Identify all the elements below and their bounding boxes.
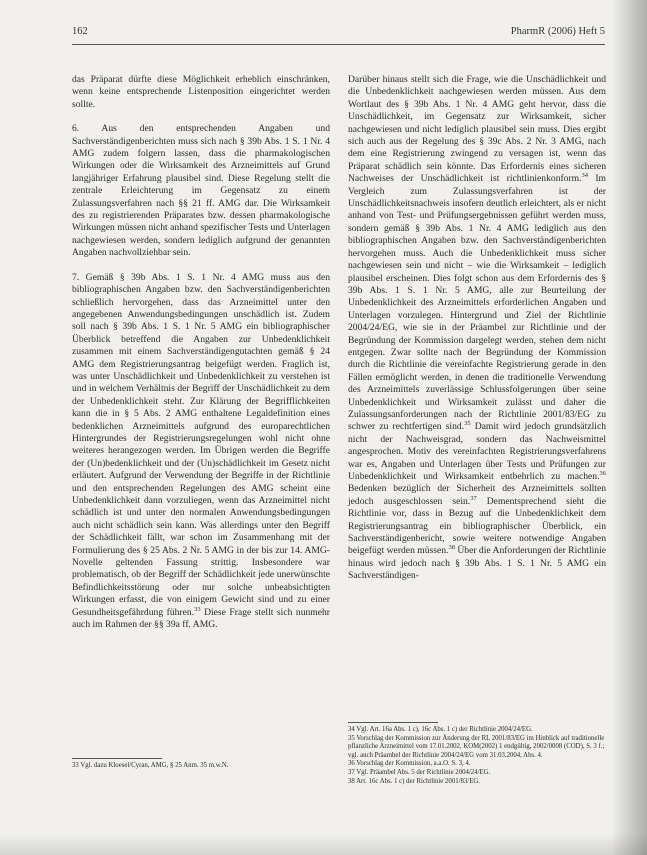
footnote-ref: 34 (581, 172, 589, 180)
paragraph: 6. Aus den entsprechenden Angaben und Sachverständigenberichten muss sich nach § 39b Abs. 1 S. 1 Nr. 4 AMG zudem folgern lassen, dass die pharmakologischen Wirkungen oder die Wirksamkeit des Arzneimittels auf Grund langjähriger Erfahrung plausibel sind. Diese Regelung stellt die zentrale Erleichterung im Gegensatz zu einem Zulassungsverfahren nach §§ 21 ff. AMG dar. Die Wirksamkeit des zu registrierenden Präparates bzw. dessen pharmakologische Wirkungen müssen nicht anhand spezifischer Tests und Unterlagen nachgewiesen werden, sondern lediglich aufgrund der genannten Angaben nachvollziehbar sein. (72, 123, 330, 259)
footnote-ref: 36 (599, 469, 606, 477)
paragraph-text: Über die Anforderungen der Richtlinie hinaus wird jedoch nach § 39b Abs. 1 S. 1 Nr. 5 AMG ein Sachverständigen- (348, 545, 607, 582)
running-title: PharmR (2006) Heft 5 (510, 26, 605, 37)
footnote-ref: 33 (194, 605, 201, 613)
footnote: 34 Vgl. Art. 16a Abs. 1 c), 16c Abs. 1 c) der Richtlinie 2004/24/EG. (348, 726, 533, 733)
left-footnotes (72, 758, 330, 771)
paragraph-text: Damit wird jedoch grundsätzlich nicht der Nachweisgrad, sondern das Nachweismittel angesprochen. Motiv des vereinfachten Registrierungsverfahrens war es, Angaben und Unterlagen über Tests und Prüfungen zur Unbedenklichkeit und Wirksamkeit entbehrlich zu machen. (348, 421, 606, 482)
right-footnotes (348, 722, 606, 786)
page-number: 162 (72, 26, 88, 37)
footnote: 37 Vgl. Präambel Abs. 5 der Richtlinie 2004/24/EG. (348, 768, 491, 776)
footnote-ref: 38 (448, 544, 455, 552)
footnote: 33 Vgl. dazu Kloesel/Cyran, AMG, § 25 Anm. 35 m.w.N. (72, 762, 229, 769)
paragraph: das Präparat dürfte diese Möglichkeit erheblich einschränken, wenn keine entsprechende Listenposition eingerichtet werden sollte. (72, 74, 330, 110)
page-bottom-shadow (0, 833, 647, 855)
paragraph-text: Diese Frage stellt sich nunmehr auch im Rahmen der §§ 39a ff. AMG. (72, 606, 330, 631)
paragraph-text: Darüber hinaus stellt sich die Frage, wie die Unschädlichkeit und die Unbedenklichkeit nachgewiesen werden müssen. Aus dem Wortlaut des § 39b Abs. 1 Nr. 4 AMG geht hervor, dass die Unschädlichkeit, im Gegensatz zur Wirksamkeit, sicher nachgewiesen und nicht lediglich plausibel sein muss. Dies ergibt sich auch aus der Regelung des § 39c Abs. 2 Nr. 3 AMG, nach dem eine Registrierung zwingend zu versagen ist, wenn das Präparat schädlich sein könnte. Das Erfordernis eines sicheren Nachweises der Unschädlichkeit ist richtlinienkonform. (348, 74, 606, 185)
paragraph (72, 272, 330, 632)
paragraph-text: Im Vergleich zum Zulassungsverfahren ist der Unschädlichkeitsnachweis insofern deutlich erleichtert, als er nicht anhand von Test- und Prüfungsergebnissen geführt werden muss, sondern gemäß § 39b Abs. 1 Nr. 4 AMG lediglich aus den bibliographischen Angaben bzw. den Sachverständigenberichten hervorgehen muss. Auch die Unbedenklichkeit muss sicher nachgewiesen sein und nicht – wie die Wirksamkeit – lediglich plausibel erscheinen. Dies folgt schon aus dem Erfordernis des § 39b Abs. 1 S. 1 Nr. 5 AMG, alle zur Beurteilung der Unbedenklichkeit des Arzneimittels erforderlichen Angaben und Unterlagen vorzulegen. Hintergrund und Ziel der Richtlinie 2004/24/EG, wie sie in der Präambel zur Richtlinie und der Begründung der Kommission dargelegt werden, stehen dem nicht entgegen. Zwar sollte nach der Begründung der Kommission durch die Richtlinie die vereinfachte Registrierung gerade in den Fällen ermöglicht werden, in denen die traditionelle Verwendung des Arzneimittels zuverlässige Schlussfolgerungen über seine Unbedenklichkeit und Wirksamkeit zulässt und daher die Zulassungsanforderungen nach der Richtlinie 2001/83/EG zu schwer zu rechtfertigen sind. (348, 173, 607, 433)
page-edge-shadow (611, 0, 647, 855)
page-header (72, 26, 605, 42)
footnote-ref: 37 (470, 494, 477, 502)
right-column (348, 74, 606, 595)
header-rule (72, 44, 605, 45)
paragraph-text: Bedenken bezüglich der Sicherheit des Arzneimittels sollten jedoch ausgeschlossen sein. (348, 483, 606, 507)
footnote: 38 Art. 16c Abs. 1 c) der Richtlinie 2001/83/EG. (348, 777, 480, 785)
paragraph-text: Dementsprechend sieht die Richtlinie vor, dass in Bezug auf die Unbedenklichkeit dem Registrierungsantrag ein bibliographischer Überblick, ein Sachverständigenbericht, sowie weitere notwendige Angaben beigefügt werden müssen. (348, 495, 606, 557)
footnote: 36 Vorschlag der Kommission, a.a.O. S. 3, 4. (348, 760, 471, 768)
footnote-rule (72, 758, 162, 759)
paragraph (348, 74, 606, 583)
footnote-rule (348, 722, 438, 723)
footnote: 35 Vorschlag der Kommission zur Änderung der RL 2001/83/EG im Hinblick auf traditionelle pflanzliche Arzneimittel vom 17.01.2002, KOM(2002) 1 endgültig, 2002/0008 (COD), S. 3 f.; vgl. auch Präambel der Richtlinie 2004/24/EG vom 31.03.2004, Abs. 4. (348, 734, 605, 759)
left-column (72, 74, 330, 643)
paragraph-text: 7. Gemäß § 39b Abs. 1 S. 1 Nr. 4 AMG muss aus den bibliographischen Angaben bzw. den Sachverständigenberichten schließlich hervorgehen, dass das Arzneimittel unter den angegebenen Anwendungsbedingungen unschädlich ist. Zudem soll nach § 39b Abs. 1 S. 1 Nr. 5 AMG ein bibliographischer Überblick betreffend die Angaben zur Unbedenklichkeit zusammen mit einem Sachverständigengutachten gemäß § 24 AMG dem Registrierungsantrag beigefügt werden. Fraglich ist, was unter Unschädlichkeit und Unbedenklichkeit zu verstehen ist und in welchem Verhältnis der Begriff der Unschädlichkeit zu dem der Unbedenklichkeit steht. Zur Klärung der Begrifflichkeiten kann die in § 5 Abs. 2 AMG enthaltene Legaldefinition eines bedenklichen Arzneimittels aufgrund des europarechtlichen Hintergrundes der Registrierungsregelungen wohl nicht ohne weiteres herangezogen werden. Im Übrigen werden die Begriffe der (Un)bedenklichkeit und der (Un)schädlichkeit im Gesetz nicht erläutert. Aufgrund der Verwendung der Begriffe in der Richtlinie und den entsprechenden Regelungen des AMG scheint eine Unbedenklichkeit dann vorzuliegen, wenn das Arzneimittel nicht schädlich ist und unter den normalen Anwendungsbedingungen auch nicht schädlich sein kann. Was allerdings unter den Begriff der Schädlichkeit fällt, war schon im Zusammenhang mit der Formulierung des § 25 Abs. 2 Nr. 5 AMG in der bis zur 14. AMG-Novelle geltenden Fassung strittig. Insbesondere war problematisch, ob der Begriff der Schädlichkeit jede unerwünschte Befindlichkeitsstörung oder nur solche unbeabsichtigten Wirkungen erfasst, die von einigem Gewicht sind und zu einer Gesundheitsgefährdung führen. (72, 271, 330, 618)
footnote-ref: 35 (464, 420, 471, 428)
